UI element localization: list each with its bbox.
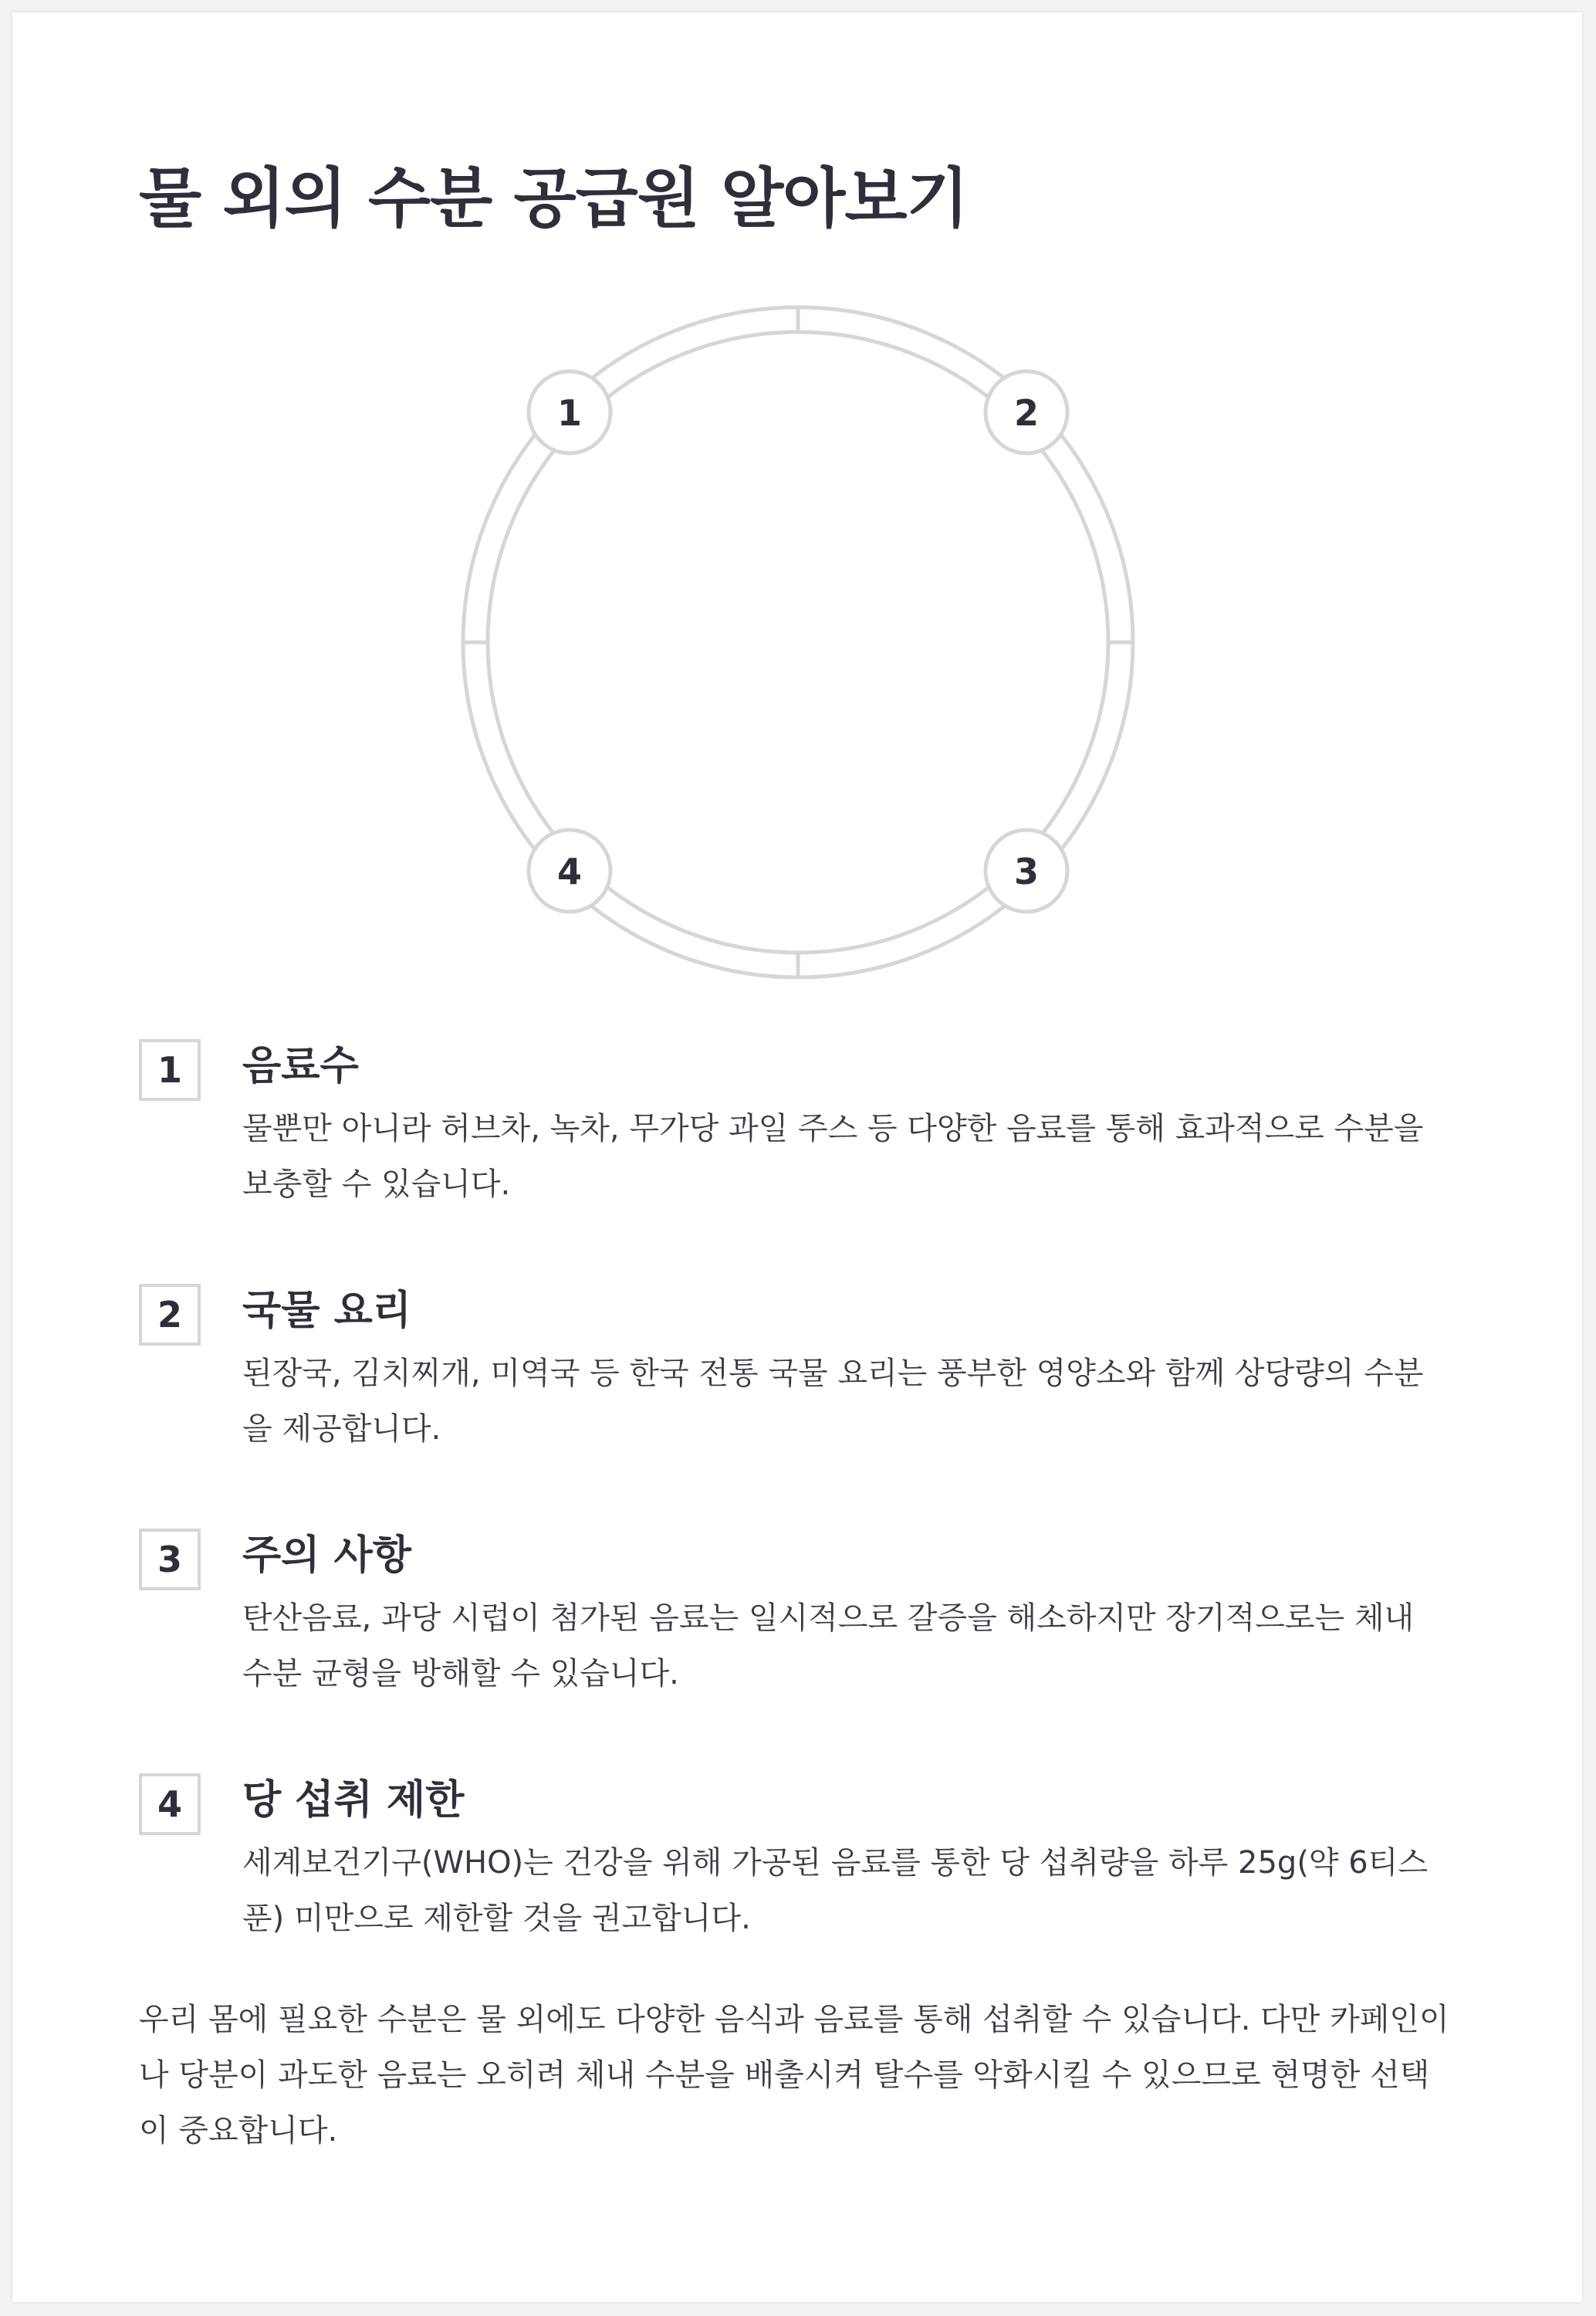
summary-paragraph: 우리 몸에 필요한 수분은 물 외에도 다양한 음식과 음료를 통해 섭취할 수 있습니다. 다만 카페인이나 당분이 과도한 음료는 오히려 체내 수분을 배출시켜 탈수를 악화시킬 수 있으므로 현명한 선택이 중요합니다. [139,2002,1449,2148]
cycle-diagram [0,0,1596,1004]
item-description: 세계보건기구(WHO)는 건강을 위해 가공된 음료를 통한 당 섭취량을 하루 25g(약 6티스푼) 미만으로 제한할 것을 권고합니다. [242,1845,1429,1936]
item-title: 음료수 [242,1043,359,1089]
item-number-badge: 3 [139,1529,201,1590]
item-title: 국물 요리 [242,1288,412,1334]
svg-text:3: 3 [1013,851,1040,892]
item-description: 된장국, 김치찌개, 미역국 등 한국 전통 국물 요리는 풍부한 영양소와 함께 상당량의 수분을 제공합니다. [242,1356,1424,1447]
item-number-badge: 4 [139,1773,201,1835]
svg-text:2: 2 [1013,392,1040,434]
item-number-badge: 1 [139,1039,201,1101]
item-title: 당 섭취 제한 [242,1777,465,1823]
diagram-node-3 [986,830,1067,912]
diagram-node-2 [986,371,1067,453]
svg-text:4: 4 [556,851,583,892]
page-title: 물 외의 수분 공급원 알아보기 [139,161,969,236]
diagram-node-1 [529,371,610,453]
svg-text:1: 1 [556,392,583,434]
item-number-badge: 2 [139,1284,201,1346]
item-title: 주의 사항 [242,1532,412,1579]
diagram-node-4 [529,830,610,912]
item-description: 탄산음료, 과당 시럽이 첨가된 음료는 일시적으로 갈증을 해소하지만 장기적으로는 체내 수분 균형을 방해할 수 있습니다. [242,1600,1415,1691]
item-description: 물뿐만 아니라 허브차, 녹차, 무가당 과일 주스 등 다양한 음료를 통해 효과적으로 수분을 보충할 수 있습니다. [242,1111,1424,1202]
